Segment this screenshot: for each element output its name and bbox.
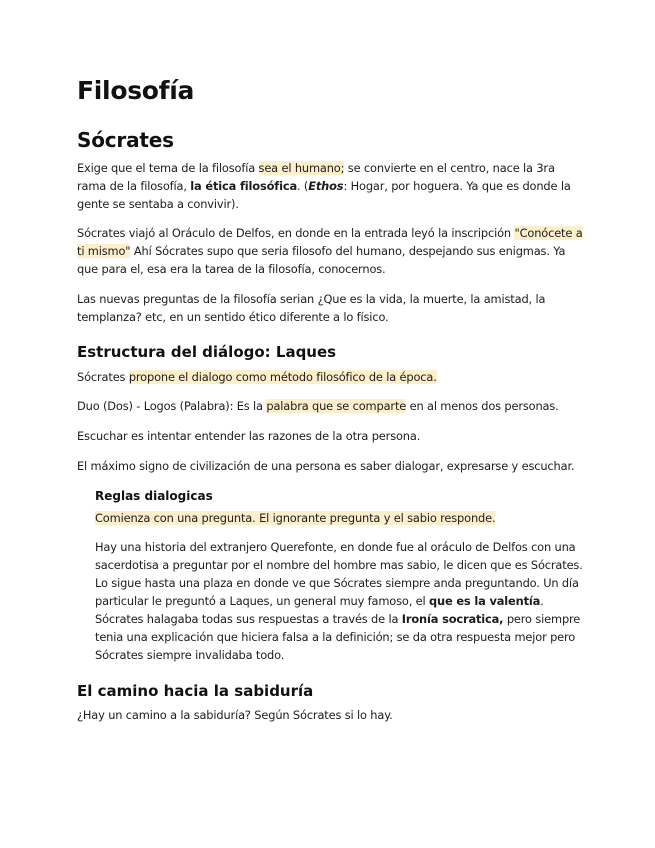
text-run: : Hogar, por hoguera. Ya que es donde la gente se sentaba a convivir).: [77, 179, 571, 211]
paragraph-socrates-2: [77, 224, 583, 278]
text-run: Sócrates: [77, 370, 129, 384]
heading-reglas: Reglas dialogicas: [95, 489, 213, 503]
bold-text: que es la valentía: [429, 594, 541, 608]
heading-camino: El camino hacia la sabiduría: [77, 682, 314, 700]
text-run: Hay una historia del extranjero Querefonte, en donde fue al oráculo de Delfos con una sacerdotisa a preguntar por el nombre del hombre mas sabio, le dicen que es Sócrates. Lo sigue hasta una plaza en donde ve que Sócrates siempre anda preguntando. Un día particular le preguntó a Laques, un general muy famoso, el: [95, 540, 583, 608]
highlight: palabra que se comparte: [266, 399, 407, 413]
paragraph-socrates-3: Las nuevas preguntas de la filosofía serian ¿Que es la vida, la muerte, la amistad, la templanza? etc, en un sentido ético diferente a lo físico.: [77, 292, 546, 324]
bold-italic-text: Ethos: [308, 179, 344, 193]
text-run: Ahí Sócrates supo que seria filosofo del humano, despejando sus enigmas. Ya que para el, esa era la tarea de la filosofía, conocernos.: [77, 244, 566, 276]
paragraph-estructura-3: Escuchar es intentar entender las razones de la otra persona.: [77, 429, 421, 443]
text-run: en al menos dos personas.: [406, 399, 559, 413]
highlight: sea el humano;: [258, 161, 345, 175]
text-run: Exige que el tema de la filosofía: [77, 161, 259, 175]
rule-text: [95, 509, 583, 527]
paragraph-socrates-1: [77, 159, 583, 213]
heading-socrates: Sócrates: [77, 128, 174, 152]
text-run: se convierte en el centro, nace la 3ra rama de la filosofía,: [77, 161, 555, 193]
bold-text: la ética filosófica: [190, 179, 297, 193]
bold-text: Ironía socratica,: [401, 612, 504, 626]
text-run: . Sócrates halagaba todas sus respuestas a través de la: [95, 594, 544, 626]
text-run: Sócrates viajó al Oráculo de Delfos, en donde en la entrada leyó la inscripción: [77, 226, 515, 240]
highlight: Comienza con una pregunta. El ignorante pregunta y el sabio responde.: [95, 511, 496, 525]
highlight: propone el dialogo como método filosófico de la época.: [128, 370, 437, 384]
text-run: Duo (Dos) - Logos (Palabra): Es la: [77, 399, 267, 413]
text-run: pero siempre tenia una explicación que hiciera falsa a la definición; se da otra respuesta mejor pero Sócrates siempre invalidaba todo.: [95, 612, 581, 662]
highlight: "Conócete a ti mismo": [77, 226, 583, 258]
heading-estructura: Estructura del diálogo: Laques: [77, 343, 337, 361]
paragraph-estructura-1: [77, 368, 583, 386]
paragraph-camino-1: ¿Hay un camino a la sabiduría? Según Sócrates si lo hay.: [77, 708, 393, 722]
paragraph-story: [95, 538, 583, 664]
text-run: . (: [296, 179, 309, 193]
paragraph-estructura-2: [77, 397, 583, 415]
paragraph-estructura-4: El máximo signo de civilización de una persona es saber dialogar, expresarse y escuchar.: [77, 459, 575, 473]
page-title: Filosofía: [77, 76, 195, 105]
